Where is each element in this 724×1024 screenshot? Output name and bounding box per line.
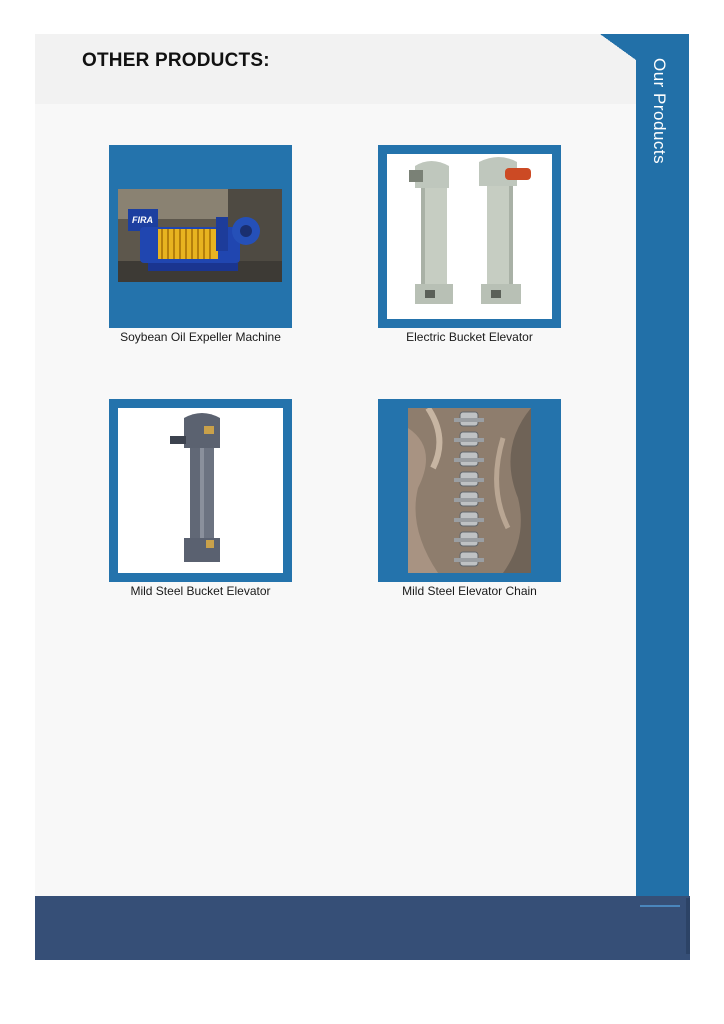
product-name[interactable]: Mild Steel Elevator Chain xyxy=(402,584,537,598)
electric-bucket-elevator-photo xyxy=(387,154,552,319)
bucket-elevator-photo xyxy=(118,408,283,573)
elevator-chain-photo xyxy=(408,408,531,573)
side-tab-label: Our Products xyxy=(650,58,669,165)
product-card[interactable] xyxy=(109,145,292,344)
product-image-frame[interactable] xyxy=(378,399,561,582)
product-image-frame[interactable] xyxy=(378,145,561,328)
footer-edge xyxy=(686,898,690,954)
product-image-frame[interactable] xyxy=(109,145,292,328)
side-tab-notch xyxy=(600,34,636,60)
oil-expeller-machine-photo xyxy=(118,189,282,282)
product-name[interactable]: Mild Steel Bucket Elevator xyxy=(130,584,271,598)
product-card[interactable] xyxy=(109,399,292,598)
product-card[interactable] xyxy=(378,399,561,598)
section-title: OTHER PRODUCTS: xyxy=(82,50,270,71)
svg-text:FIRA: FIRA xyxy=(132,215,153,225)
product-name[interactable]: Electric Bucket Elevator xyxy=(406,330,533,344)
product-image-frame[interactable] xyxy=(109,399,292,582)
footer-band xyxy=(35,896,690,960)
footer-accent-line xyxy=(640,905,680,907)
product-card[interactable] xyxy=(378,145,561,344)
product-name[interactable]: Soybean Oil Expeller Machine xyxy=(120,330,281,344)
